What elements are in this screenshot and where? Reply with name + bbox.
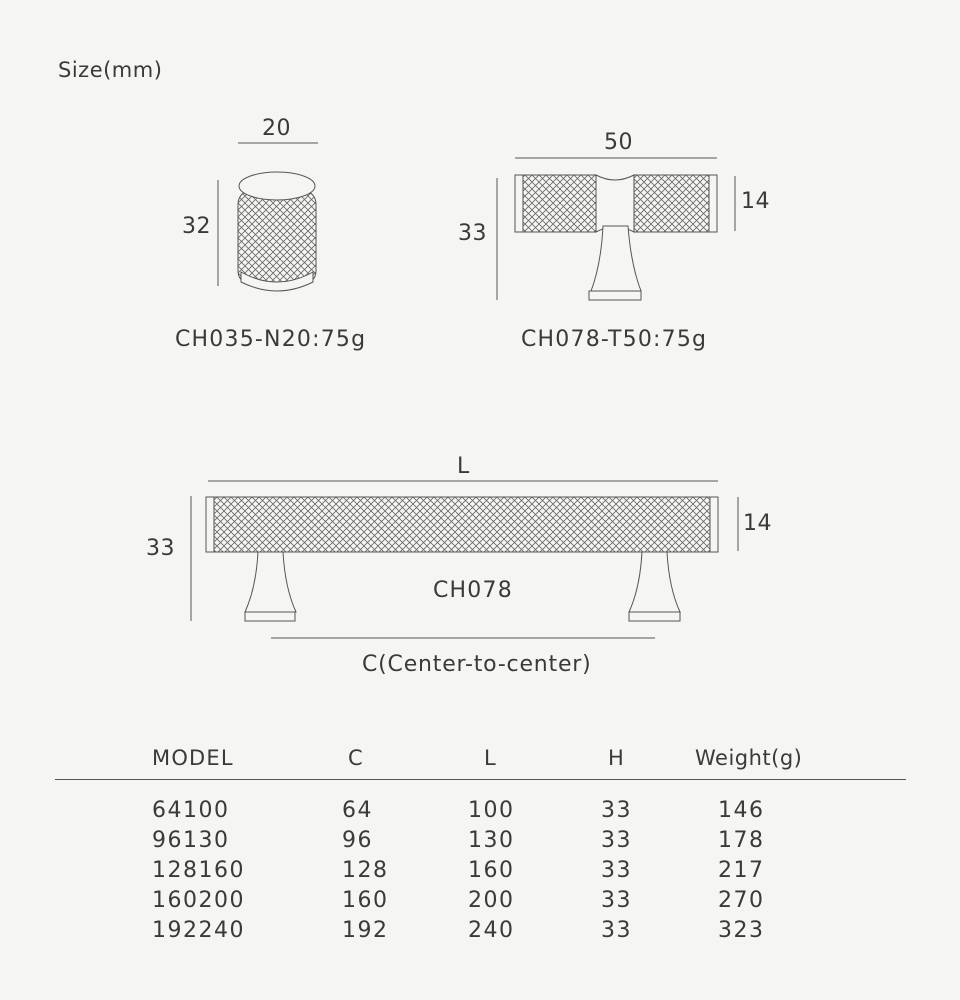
table-cell-c: 64: [342, 798, 373, 823]
size-label: Size(mm): [58, 58, 163, 82]
table-cell-l: 130: [468, 828, 515, 853]
handle-left-end: [206, 497, 214, 552]
table-cell-h: 33: [601, 798, 632, 823]
table-cell-c: 160: [342, 888, 389, 913]
table-cell-model: 192240: [152, 918, 245, 943]
tknob-center-band: [596, 175, 634, 232]
handle-right-end: [710, 497, 718, 552]
table-cell-l: 240: [468, 918, 515, 943]
handle-length-label: L: [457, 454, 470, 479]
table-header-l: L: [484, 746, 497, 770]
table-divider: [55, 779, 906, 780]
tknob-left-knurl: [523, 175, 596, 232]
handle-right-post: [629, 552, 680, 612]
handle-drawing: [191, 481, 738, 638]
table-cell-weight: 217: [718, 858, 765, 883]
tknob-drawing: [497, 158, 735, 300]
table-cell-c: 192: [342, 918, 389, 943]
table-cell-model: 64100: [152, 798, 230, 823]
table-cell-h: 33: [601, 858, 632, 883]
tknob-height-label: 33: [458, 221, 487, 246]
handle-right-base: [629, 612, 680, 621]
tknob-post: [591, 226, 641, 291]
table-cell-l: 200: [468, 888, 515, 913]
table-cell-model: 128160: [152, 858, 245, 883]
knob-top-cap: [239, 172, 315, 200]
table-cell-weight: 178: [718, 828, 765, 853]
table-cell-weight: 146: [718, 798, 765, 823]
table-header-h: H: [608, 746, 625, 770]
knob-width-label: 20: [262, 116, 291, 141]
table-cell-h: 33: [601, 888, 632, 913]
table-cell-h: 33: [601, 828, 632, 853]
handle-knurled-bar: [214, 497, 710, 552]
tknob-left-end: [515, 175, 523, 232]
knob-drawing: [218, 143, 318, 291]
tknob-width-label: 50: [604, 130, 633, 155]
knob-caption: CH035-N20:75g: [175, 327, 367, 352]
table-cell-c: 96: [342, 828, 373, 853]
tknob-right-end: [709, 175, 717, 232]
knob-knurled-body: [238, 190, 316, 285]
table-cell-h: 33: [601, 918, 632, 943]
handle-left-post: [245, 552, 296, 612]
table-cell-model: 96130: [152, 828, 230, 853]
knob-height-label: 32: [182, 214, 211, 239]
handle-height-label: 33: [146, 536, 175, 561]
table-header-weight: Weight(g): [695, 746, 803, 770]
table-cell-c: 128: [342, 858, 389, 883]
handle-center-label: C(Center-to-center): [362, 652, 592, 677]
tknob-caption: CH078-T50:75g: [521, 327, 708, 352]
table-cell-model: 160200: [152, 888, 245, 913]
table-cell-weight: 270: [718, 888, 765, 913]
table-cell-l: 100: [468, 798, 515, 823]
tknob-base: [589, 291, 641, 300]
handle-thickness-label: 14: [743, 511, 772, 536]
table-header-c: C: [348, 746, 364, 770]
tknob-right-knurl: [634, 175, 709, 232]
handle-model-label: CH078: [433, 578, 513, 603]
tknob-thickness-label: 14: [741, 189, 770, 214]
handle-left-base: [245, 612, 295, 621]
table-cell-l: 160: [468, 858, 515, 883]
table-header-model: MODEL: [152, 746, 234, 770]
table-cell-weight: 323: [718, 918, 765, 943]
